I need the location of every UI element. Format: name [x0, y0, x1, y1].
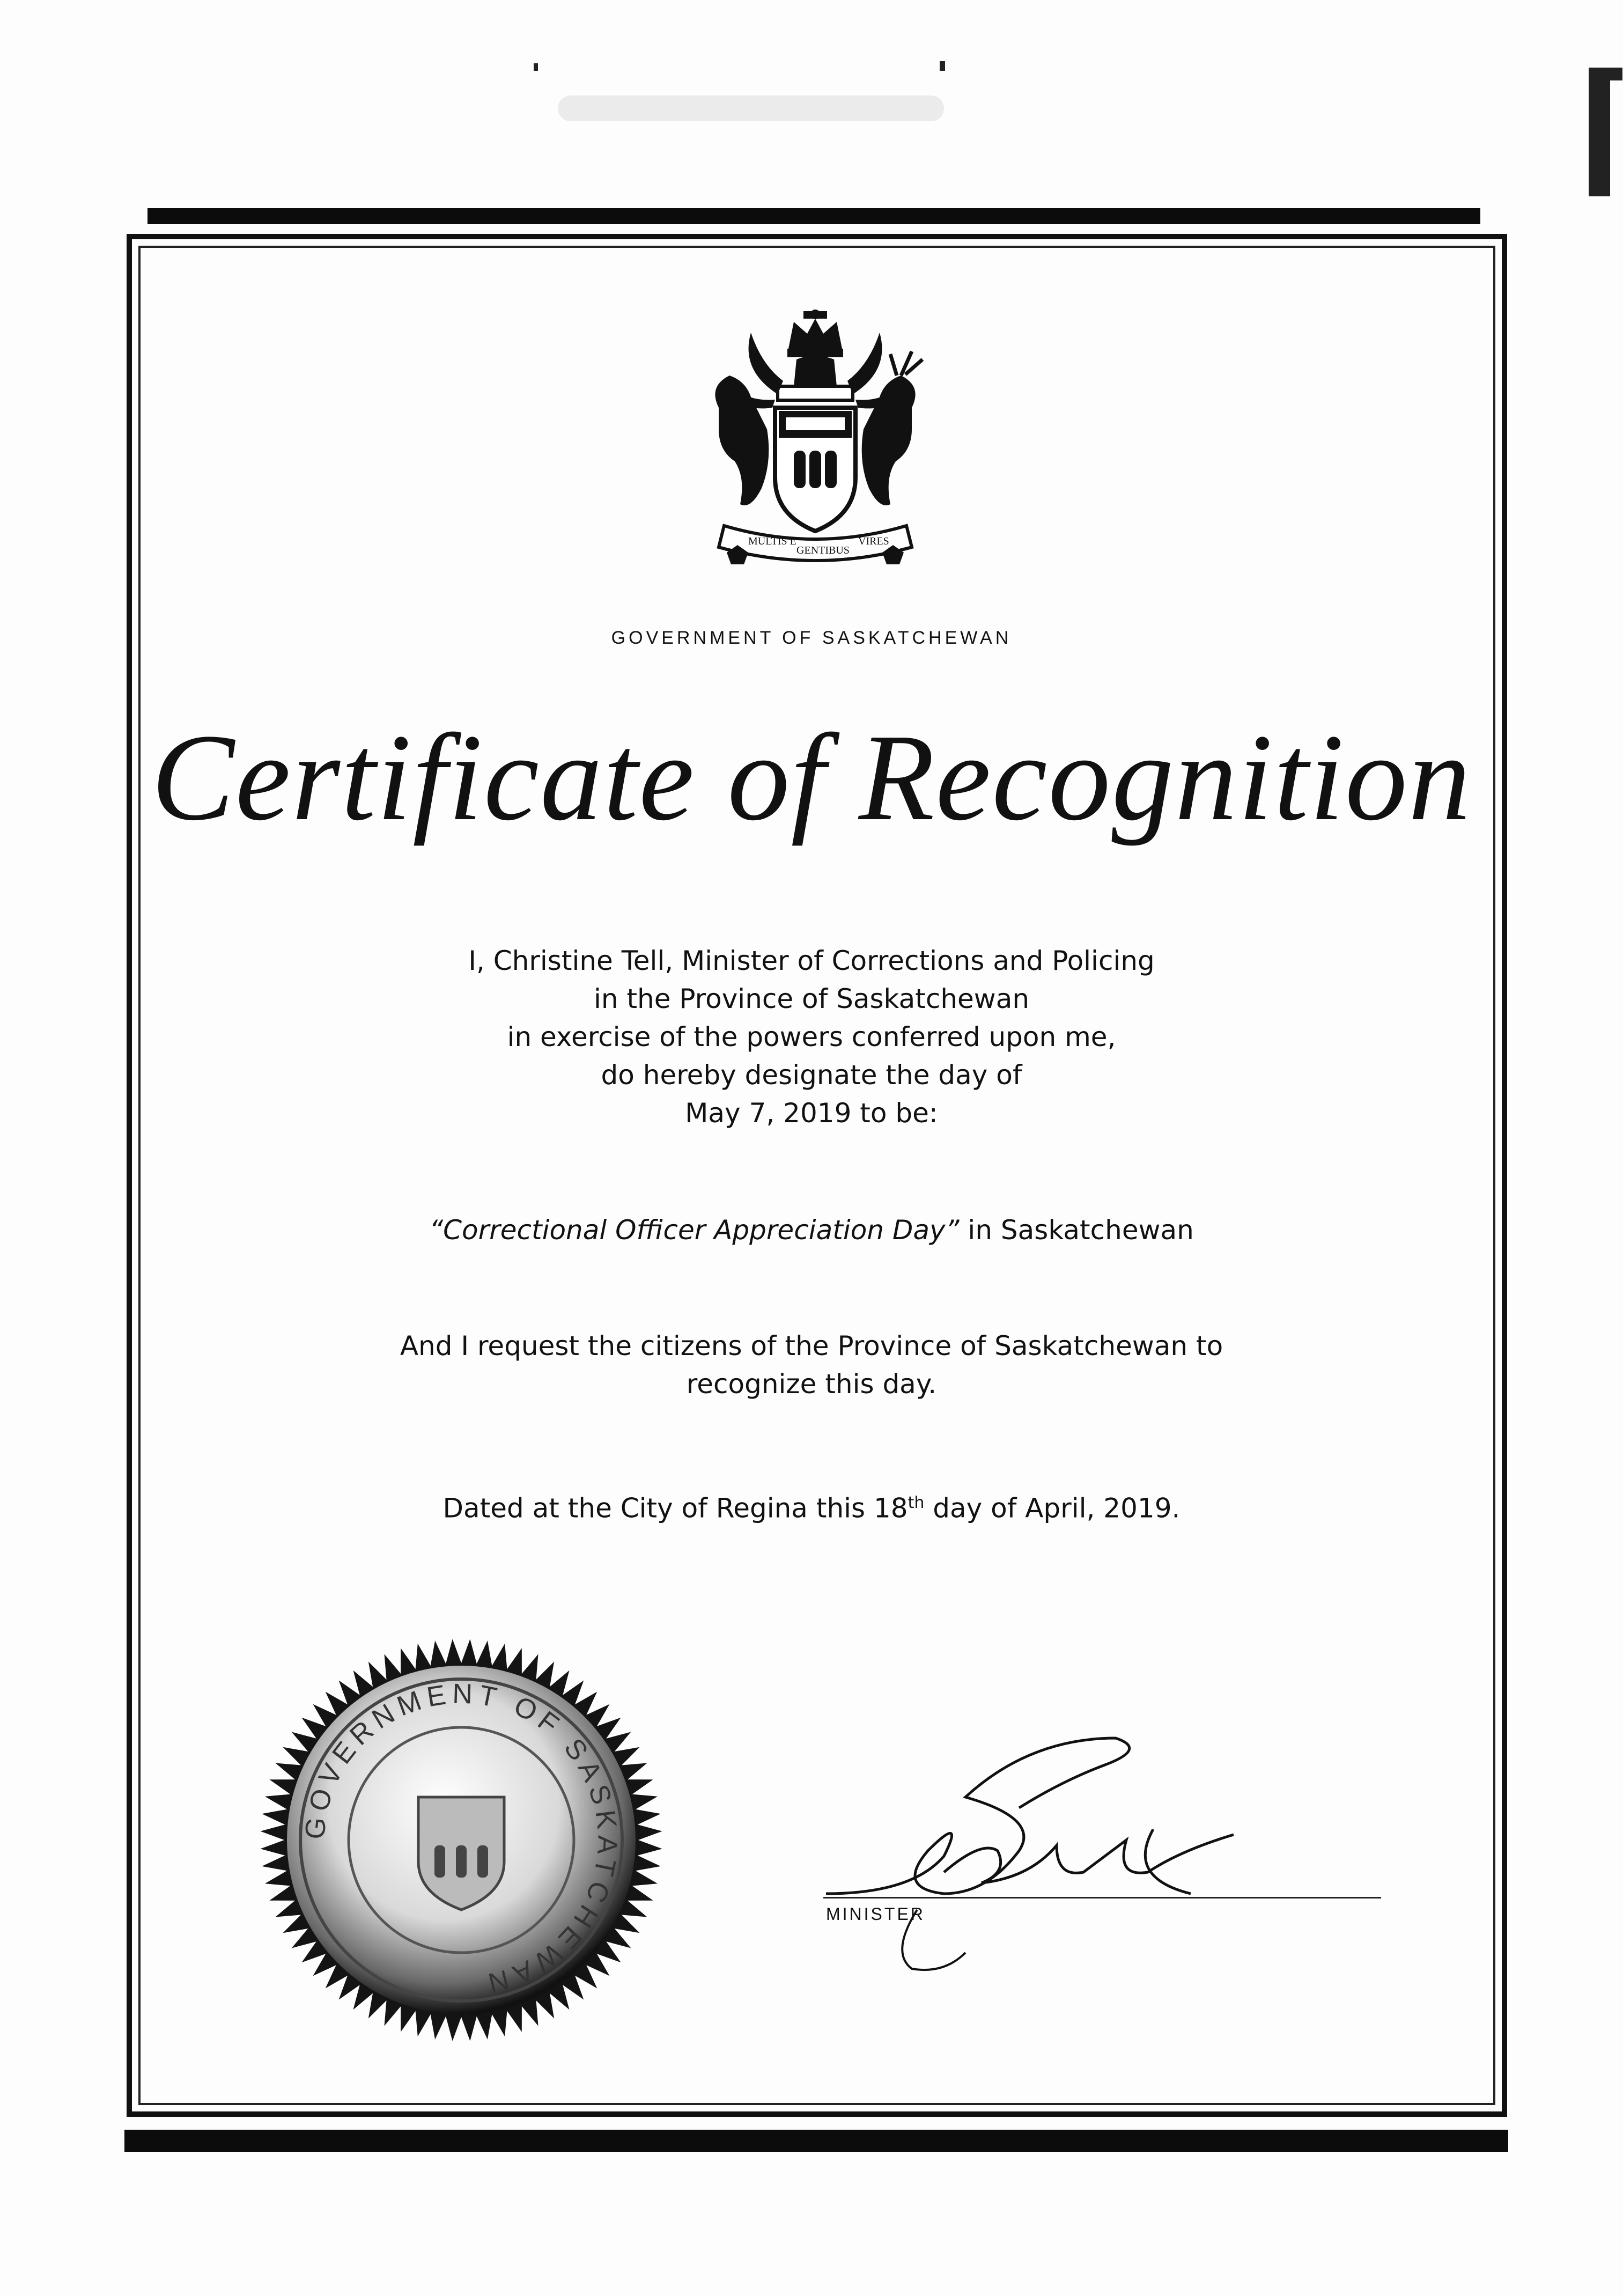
minister-signature — [805, 1717, 1277, 1985]
designation-line — [0, 1211, 1623, 1249]
designation-suffix: in Saskatchewan — [959, 1215, 1194, 1246]
dated-superscript: th — [908, 1493, 925, 1512]
request-line-1: And I request the citizens of the Province of Saskatchewan to — [400, 1330, 1223, 1362]
government-heading: GOVERNMENT OF SASKATCHEWAN — [611, 628, 1012, 648]
proclamation-line-3: in exercise of the powers conferred upon me, — [507, 1021, 1116, 1053]
signature-line — [823, 1897, 1381, 1898]
scan-mark — [1590, 68, 1622, 80]
proclamation-line-4: do hereby designate the day of — [601, 1059, 1022, 1091]
proclamation-line-1: I, Christine Tell, Minister of Corrections and Policing — [468, 945, 1155, 976]
minister-label: MINISTER — [826, 1904, 925, 1924]
request-line-2: recognize this day. — [686, 1368, 937, 1400]
crown-icon — [787, 310, 843, 357]
certificate-title: Certificate of Recognition — [151, 709, 1472, 847]
scan-smudge — [558, 95, 944, 121]
motto-right: VIRES — [858, 535, 889, 547]
scan-mark — [1589, 68, 1610, 196]
border-top-bar — [147, 208, 1480, 224]
coat-of-arms-icon — [687, 300, 944, 579]
proclamation-line-5: May 7, 2019 to be: — [685, 1098, 938, 1129]
dated-prefix: Dated at the City of Regina this 18 — [442, 1492, 908, 1524]
border-bottom-bar — [124, 2130, 1508, 2152]
motto-center: GENTIBUS — [796, 544, 850, 556]
dated-line — [0, 1484, 1623, 1528]
designation-name: “Correctional Officer Appreciation Day” — [429, 1215, 960, 1246]
dated-suffix: day of April, 2019. — [924, 1492, 1181, 1524]
scan-mark — [534, 63, 538, 71]
embossed-seal-icon — [257, 1636, 665, 2044]
scan-mark — [940, 61, 945, 71]
proclamation-line-2: in the Province of Saskatchewan — [593, 983, 1030, 1014]
motto-left: MULTIS E — [748, 535, 796, 547]
seal-ring-text: GOVERNMENT OF SASKATCHEWAN — [299, 1678, 623, 2000]
